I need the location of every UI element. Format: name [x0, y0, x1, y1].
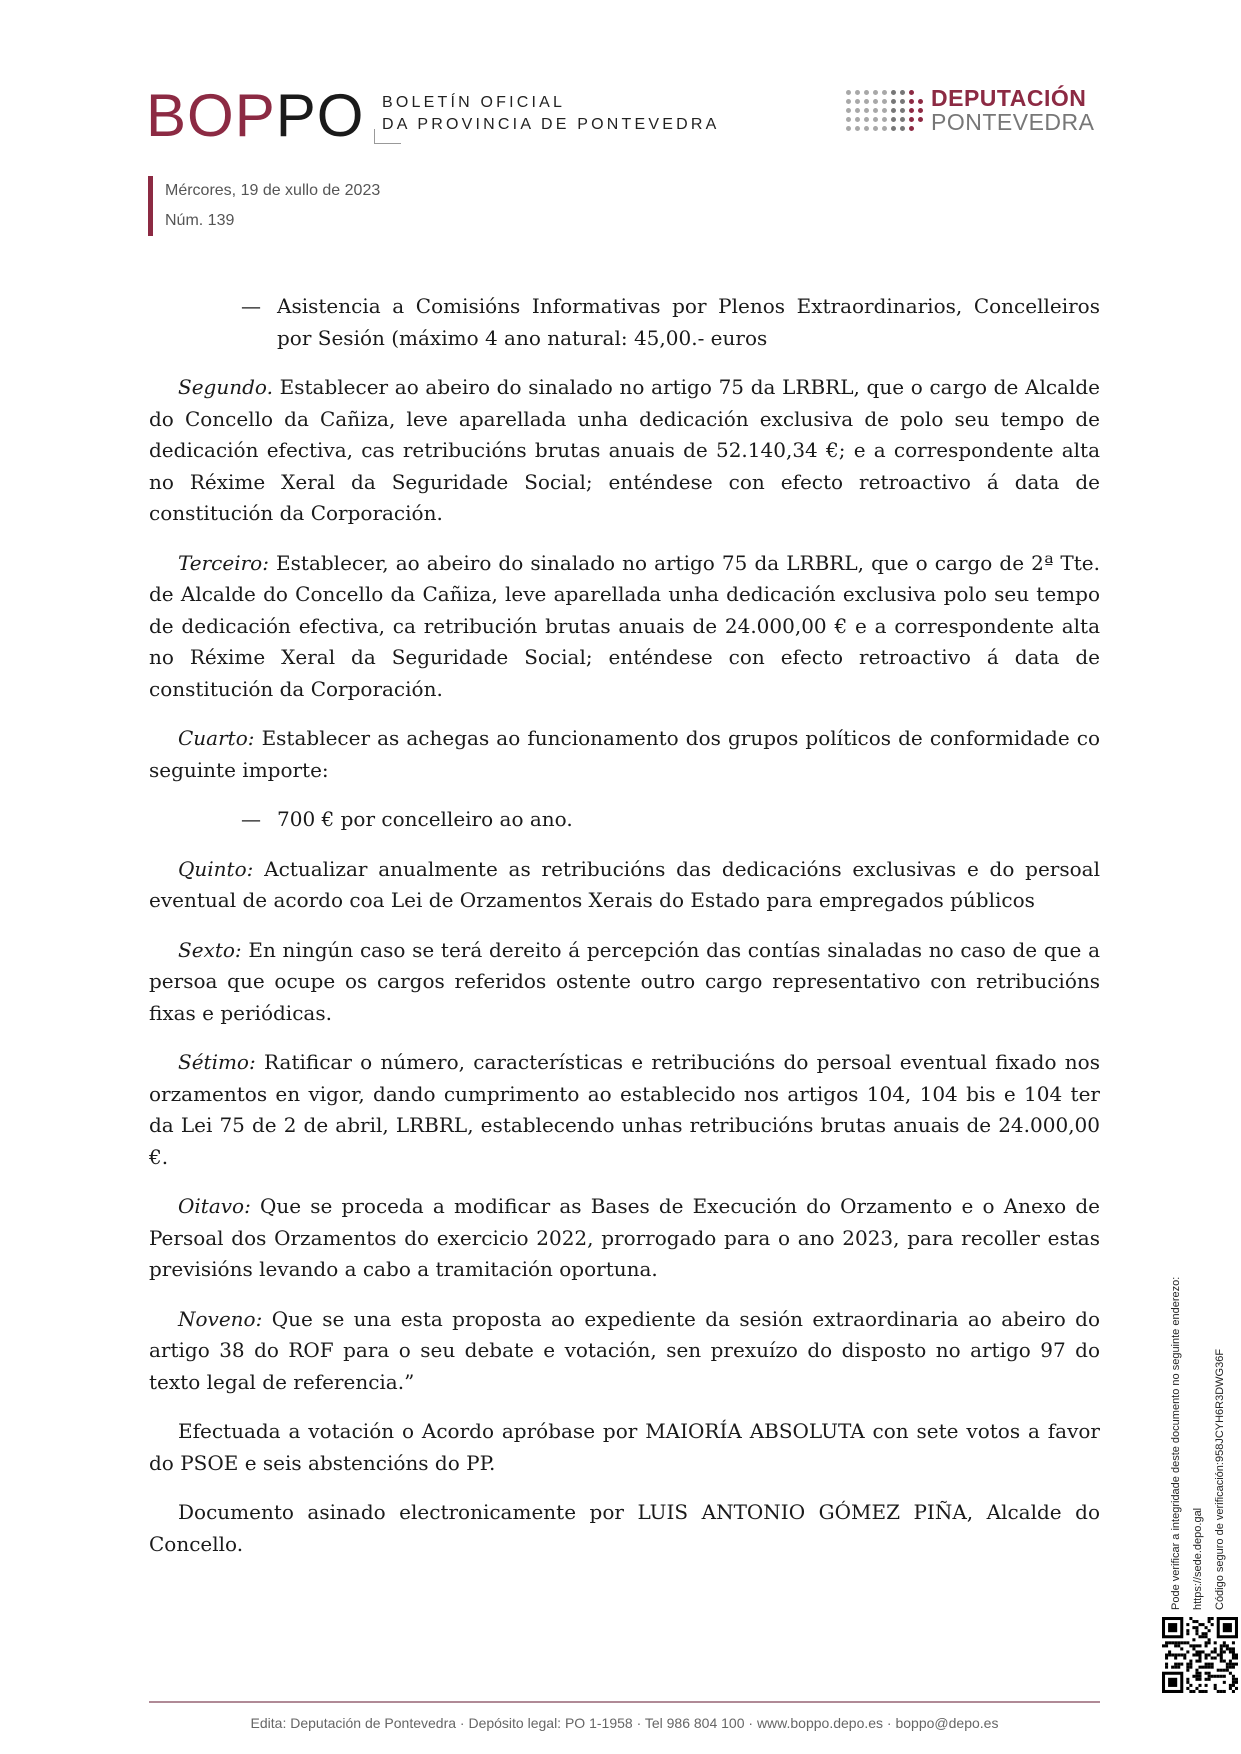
logo-dot [882, 126, 887, 131]
qr-module [1214, 1657, 1217, 1660]
qr-module [1214, 1675, 1217, 1678]
qr-module [1165, 1666, 1168, 1669]
qr-module [1205, 1657, 1208, 1660]
logo-dot [864, 126, 869, 131]
qr-module [1186, 1650, 1189, 1653]
deputacion-dots-icon [846, 90, 923, 131]
paragraph-cuarto [149, 723, 1100, 786]
qr-module [1223, 1690, 1226, 1693]
qr-module [1186, 1663, 1189, 1666]
qr-module [1223, 1675, 1226, 1678]
qr-module [1189, 1690, 1192, 1693]
qr-module [1235, 1663, 1238, 1666]
logo-dot [882, 99, 887, 104]
qr-module [1192, 1653, 1195, 1656]
qr-module [1168, 1641, 1171, 1644]
qr-module [1208, 1653, 1211, 1656]
qr-module [1189, 1684, 1192, 1687]
qr-module [1171, 1653, 1174, 1656]
deputacion-logo [846, 86, 1094, 134]
qr-module [1220, 1675, 1223, 1678]
paragraph-setimo [149, 1047, 1100, 1173]
qr-module [1208, 1638, 1211, 1641]
qr-module [1211, 1650, 1214, 1653]
paragraph-label: Sexto: [178, 937, 242, 962]
qr-module [1195, 1632, 1198, 1635]
qr-module [1195, 1650, 1198, 1653]
qr-module [1226, 1663, 1229, 1666]
paragraph-text: Establecer as achegas ao funcionamento dos grupos políticos de conformidade co seguinte importe: [149, 726, 1100, 782]
qr-module [1165, 1657, 1168, 1660]
logo-dot [864, 90, 869, 95]
qr-module [1229, 1660, 1232, 1663]
logo-dot [864, 117, 869, 122]
qr-module [1192, 1647, 1195, 1650]
qr-module [1198, 1666, 1201, 1669]
paragraph-text: Que se una esta proposta ao expediente da sesión extraordinaria ao abeiro do artigo 38 do ROF para o seu debate e votación, sen prexuízo do disposto no artigo 97 do texto legal de referencia.” [149, 1306, 1100, 1394]
qr-module [1223, 1660, 1226, 1663]
qr-module [1205, 1626, 1208, 1629]
qr-module [1198, 1672, 1201, 1675]
qr-module [1177, 1644, 1180, 1647]
qr-module [1198, 1657, 1201, 1660]
qr-module [1232, 1690, 1235, 1693]
qr-module [1180, 1647, 1183, 1650]
qr-module [1226, 1647, 1229, 1650]
qr-module [1189, 1617, 1192, 1620]
qr-module [1174, 1653, 1177, 1656]
qr-module [1189, 1660, 1192, 1663]
paragraph-sexto [149, 935, 1100, 1030]
logo-dot [909, 90, 914, 95]
qr-module [1168, 1653, 1171, 1656]
issue-info [148, 176, 380, 236]
qr-module [1165, 1641, 1168, 1644]
qr-module [1162, 1644, 1165, 1647]
qr-module [1189, 1666, 1192, 1669]
logo-dot [855, 117, 860, 122]
qr-module [1220, 1653, 1223, 1656]
boppo-logo [146, 82, 405, 149]
qr-module [1208, 1641, 1211, 1644]
qr-module [1211, 1663, 1214, 1666]
qr-module [1171, 1666, 1174, 1669]
document-body [149, 291, 1100, 1578]
qr-module [1220, 1690, 1223, 1693]
qr-module [1168, 1650, 1171, 1653]
qr-module [1202, 1632, 1205, 1635]
logo-dot [900, 126, 905, 131]
logo-dot [891, 90, 896, 95]
qr-module [1208, 1620, 1211, 1623]
qr-module [1171, 1641, 1174, 1644]
qr-module [1198, 1678, 1201, 1681]
logo-dot [918, 117, 923, 122]
logo-dot [864, 108, 869, 113]
logo-dot [873, 99, 878, 104]
logo-po: PO [275, 82, 365, 149]
qr-module [1198, 1660, 1201, 1663]
paragraph-quinto [149, 854, 1100, 917]
qr-module [1205, 1632, 1208, 1635]
qr-module [1232, 1663, 1235, 1666]
qr-module [1205, 1666, 1208, 1669]
paragraph-label: Cuarto: [178, 726, 255, 750]
paragraph-label: Sétimo: [178, 1050, 256, 1074]
qr-module [1195, 1669, 1198, 1672]
footer-divider [149, 1701, 1100, 1703]
qr-module [1195, 1678, 1198, 1681]
qr-module [1195, 1644, 1198, 1647]
qr-module [1168, 1623, 1177, 1632]
qr-module [1198, 1623, 1201, 1626]
logo-dot [873, 117, 878, 122]
qr-module [1186, 1681, 1189, 1684]
qr-module [1217, 1669, 1220, 1672]
qr-module [1229, 1672, 1232, 1675]
qr-module [1208, 1629, 1211, 1632]
qr-module [1217, 1653, 1220, 1656]
qr-module [1235, 1653, 1238, 1656]
logo-dot [900, 117, 905, 122]
qr-module [1235, 1687, 1238, 1690]
qr-module [1208, 1672, 1211, 1675]
logo-dot [909, 117, 914, 122]
qr-module [1223, 1669, 1226, 1672]
logo-dot [891, 117, 896, 122]
qr-module [1226, 1644, 1229, 1647]
logo-dot [882, 108, 887, 113]
qr-module [1165, 1653, 1168, 1656]
qr-module [1205, 1690, 1208, 1693]
paragraph-text: Establecer ao abeiro do sinalado no artigo 75 da LRBRL, que o cargo de Alcalde do Concello da Cañiza, leve aparellada unha dedicación exclusiva de polo seu tempo de dedicación efectiva, cas retribucións brutas anuais de 52.140,34 €; e a correspondente alta no Réxime Xeral da Seguridade Social; enténdese con efecto retroactivo á data de constitución da Corporación. [149, 375, 1100, 525]
list-item-text: Asistencia a Comisións Informativas por Plenos Extraordinarios, Concelleiros por Sesión (máximo 4 ano natural: 45,00.- euros [277, 294, 1100, 350]
qr-module [1195, 1672, 1198, 1675]
qr-module [1211, 1675, 1214, 1678]
qr-module [1195, 1687, 1198, 1690]
qr-module [1198, 1684, 1201, 1687]
qr-module [1174, 1666, 1177, 1669]
qr-module [1226, 1669, 1229, 1672]
qr-module [1180, 1663, 1183, 1666]
footer-text: Edita: Deputación de Pontevedra · Depósito legal: PO 1-1958 · Tel 986 804 100 · www.boppo.depo.es · boppo@depo.es [250, 1715, 999, 1731]
qr-module [1183, 1657, 1186, 1660]
qr-module [1198, 1635, 1201, 1638]
logo-dot [918, 108, 923, 113]
list-item [241, 291, 1100, 354]
qr-module [1217, 1675, 1220, 1678]
qr-module [1195, 1629, 1198, 1632]
paragraph-text: Establecer, ao abeiro do sinalado no artigo 75 da LRBRL, que o cargo de 2ª Tte. de Alcalde do Concello da Cañiza, leve aparellada unha dedicación exclusiva polo seu tempo de dedicación efectiva, ca retribución brutas anuais de 24.000,00 € e a correspondente alta no Réxime Xeral da Seguridade Social; enténdese con efecto retroactivo á data de constitución da Corporación. [149, 550, 1100, 701]
dash-bullet: — [241, 807, 261, 831]
qr-module [1232, 1678, 1235, 1681]
logo-dot [846, 117, 851, 122]
deputacion-line-1: DEPUTACIÓN [931, 85, 1087, 111]
paragraph-noveno [149, 1304, 1100, 1399]
logo-dot [855, 99, 860, 104]
paragraph-label: Quinto: [178, 856, 254, 881]
qr-module [1217, 1690, 1220, 1693]
issue-number: Núm. 139 [165, 212, 235, 229]
logo-dot [855, 126, 860, 131]
qr-module [1232, 1675, 1235, 1678]
qr-module [1235, 1657, 1238, 1660]
qr-module [1232, 1653, 1235, 1656]
verification-line-1: Pode verificar a integridade deste documento no seguinte enderezo: [1170, 1276, 1182, 1610]
qr-module [1192, 1626, 1195, 1629]
qr-module [1205, 1684, 1208, 1687]
logo-dot [855, 90, 860, 95]
qr-module [1202, 1650, 1205, 1653]
qr-module [1223, 1681, 1226, 1684]
qr-module [1208, 1675, 1211, 1678]
qr-module [1229, 1663, 1232, 1666]
qr-module [1208, 1617, 1211, 1620]
qr-module [1195, 1653, 1198, 1656]
paragraph-label: Noveno: [178, 1306, 263, 1331]
paragraph-segundo [149, 372, 1100, 530]
qr-module [1192, 1690, 1195, 1693]
qr-module [1165, 1663, 1168, 1666]
qr-module [1220, 1650, 1223, 1653]
qr-module [1223, 1644, 1226, 1647]
qr-module [1205, 1644, 1208, 1647]
logo-dot [846, 108, 851, 113]
qr-module [1232, 1641, 1235, 1644]
logo-dot [864, 99, 869, 104]
qr-module [1186, 1629, 1189, 1632]
qr-module [1186, 1687, 1189, 1690]
qr-module [1208, 1663, 1211, 1666]
qr-code-icon [1162, 1617, 1238, 1693]
qr-module [1195, 1620, 1198, 1623]
bulletin-subtitle [382, 92, 719, 136]
qr-module [1174, 1657, 1177, 1660]
qr-module [1186, 1623, 1189, 1626]
list-item [241, 804, 1100, 836]
qr-module [1232, 1657, 1235, 1660]
qr-module [1214, 1687, 1217, 1690]
logo-dot [873, 108, 878, 113]
logo-dot [855, 108, 860, 113]
qr-module [1192, 1620, 1195, 1623]
qr-module [1205, 1635, 1208, 1638]
qr-module [1195, 1660, 1198, 1663]
paragraph-text: Actualizar anualmente as retribucións das dedicacións exclusivas e do persoal eventual de acordo coa Lei de Orzamentos Xerais do Estado para empregados públicos [149, 856, 1100, 912]
qr-module [1189, 1644, 1192, 1647]
qr-module [1192, 1644, 1195, 1647]
qr-module [1226, 1666, 1229, 1669]
paragraph-label: Terceiro: [178, 550, 269, 575]
qr-module [1205, 1672, 1208, 1675]
qr-module [1198, 1644, 1201, 1647]
qr-module [1220, 1657, 1223, 1660]
logo-dot [891, 99, 896, 104]
logo-dot [846, 126, 851, 131]
qr-module [1205, 1663, 1208, 1666]
logo-dot [900, 108, 905, 113]
logo-dot [918, 99, 923, 104]
qr-module [1192, 1638, 1195, 1641]
logo-dot [846, 90, 851, 95]
qr-module [1168, 1678, 1177, 1687]
qr-module [1202, 1623, 1205, 1626]
qr-module [1205, 1678, 1208, 1681]
verification-code: Código seguro de verificación:958JCYH6R3DWG36F [1214, 1348, 1226, 1610]
paragraph-text: Ratificar o número, características e retribucións do persoal eventual fixado nos orzamentos en vigor, dando cumprimento ao establecido nos artigos 104, 104 bis e 104 ter da Lei 75 de 2 de abril, LRBRL, establecendo unhas retribucións brutas anuais de 24.000,00 €. [149, 1050, 1100, 1169]
qr-module [1214, 1650, 1217, 1653]
qr-module [1177, 1666, 1180, 1669]
paragraph-oitavo [149, 1191, 1100, 1286]
qr-module [1177, 1663, 1180, 1666]
paragraph-text: Que se proceda a modificar as Bases de Execución do Orzamento e o Anexo de Persoal dos Orzamentos do exercicio 2022, prorrogado para o ano 2023, para recoller estas previsións levando a cabo a tramitación oportuna. [149, 1194, 1100, 1281]
qr-module [1202, 1635, 1205, 1638]
logo-bop: BOP [146, 82, 276, 149]
qr-module [1208, 1678, 1211, 1681]
qr-module [1232, 1647, 1235, 1650]
logo-dot [900, 99, 905, 104]
logo-dot [909, 99, 914, 104]
qr-module [1205, 1641, 1208, 1644]
qr-module [1211, 1666, 1214, 1669]
qr-module [1214, 1684, 1217, 1687]
qr-module [1186, 1678, 1189, 1681]
qr-module [1229, 1650, 1232, 1653]
qr-module [1214, 1641, 1217, 1644]
qr-module [1177, 1653, 1180, 1656]
qr-module [1232, 1650, 1235, 1653]
paragraph-label: Segundo. [178, 375, 273, 399]
qr-module [1202, 1690, 1205, 1693]
boppo-logo-text [146, 82, 365, 149]
qr-module [1220, 1660, 1223, 1663]
qr-module [1223, 1650, 1226, 1653]
qr-module [1220, 1669, 1223, 1672]
logo-dot [882, 90, 887, 95]
qr-module [1186, 1632, 1189, 1635]
qr-module [1180, 1653, 1183, 1656]
qr-module [1229, 1684, 1232, 1687]
qr-module [1174, 1663, 1177, 1666]
qr-module [1220, 1644, 1223, 1647]
qr-module [1229, 1647, 1232, 1650]
qr-module [1195, 1626, 1198, 1629]
paragraph-votacion: Efectuada a votación o Acordo apróbase por MAIORÍA ABSOLUTA con sete votos a favor do PSOE e seis abstencións do PP. [149, 1419, 1100, 1475]
qr-module [1183, 1641, 1186, 1644]
qr-module [1186, 1641, 1189, 1644]
qr-module [1232, 1681, 1235, 1684]
list-item-text: 700 € por concelleiro ao ano. [277, 807, 573, 831]
deputacion-line-2: PONTEVEDRA [931, 109, 1095, 135]
logo-dot [909, 126, 914, 131]
logo-dot [891, 126, 896, 131]
qr-module [1186, 1666, 1189, 1669]
qr-module [1211, 1617, 1214, 1620]
qr-module [1202, 1666, 1205, 1669]
qr-module [1198, 1653, 1201, 1656]
qr-module [1186, 1669, 1189, 1672]
subtitle-line-1: BOLETÍN OFICIAL [382, 94, 566, 111]
verification-url[interactable]: https://sede.depo.gal [1192, 1507, 1204, 1610]
qr-module [1235, 1678, 1238, 1681]
qr-module [1214, 1647, 1217, 1650]
dash-bullet: — [241, 294, 261, 318]
paragraph-text: En ningún caso se terá dereito á percepción das contías sinaladas no caso de que a persoa que ocupe os cargos referidos ostente outro cargo representativo con retribucións fixas e periódicas. [149, 937, 1100, 1025]
qr-module [1198, 1690, 1201, 1693]
logo-dot [891, 108, 896, 113]
verification-sidebar [1165, 1195, 1235, 1610]
qr-module [1198, 1675, 1201, 1678]
qr-module [1232, 1684, 1235, 1687]
qr-module [1229, 1666, 1232, 1669]
qr-module [1174, 1644, 1177, 1647]
qr-module [1192, 1675, 1195, 1678]
logo-dot [873, 126, 878, 131]
qr-module [1183, 1653, 1186, 1656]
qr-module [1229, 1687, 1232, 1690]
logo-dot [846, 99, 851, 104]
qr-module [1235, 1681, 1238, 1684]
qr-module [1165, 1644, 1168, 1647]
qr-module [1205, 1653, 1208, 1656]
qr-module [1177, 1641, 1180, 1644]
qr-module [1223, 1623, 1232, 1632]
qr-module [1208, 1666, 1211, 1669]
paragraph-label: Oitavo: [178, 1194, 251, 1218]
logo-dot [900, 90, 905, 95]
qr-module [1220, 1647, 1223, 1650]
qr-module [1223, 1641, 1226, 1644]
subtitle-line-2: DA PROVINCIA DE PONTEVEDRA [382, 116, 720, 133]
qr-module [1198, 1650, 1201, 1653]
paragraph-terceiro [149, 548, 1100, 706]
paragraph-signature: Documento asinado electronicamente por LUIS ANTONIO GÓMEZ PIÑA, Alcalde do Concello. [149, 1500, 1100, 1556]
issue-date: Mércores, 19 de xullo de 2023 [165, 182, 381, 199]
qr-module [1180, 1641, 1183, 1644]
qr-module [1189, 1663, 1192, 1666]
logo-dot [882, 117, 887, 122]
qr-module [1195, 1675, 1198, 1678]
qr-module [1211, 1657, 1214, 1660]
logo-dot [873, 90, 878, 95]
qr-module [1211, 1623, 1214, 1626]
qr-module [1232, 1666, 1235, 1669]
logo-dot [909, 108, 914, 113]
qr-module [1174, 1641, 1177, 1644]
